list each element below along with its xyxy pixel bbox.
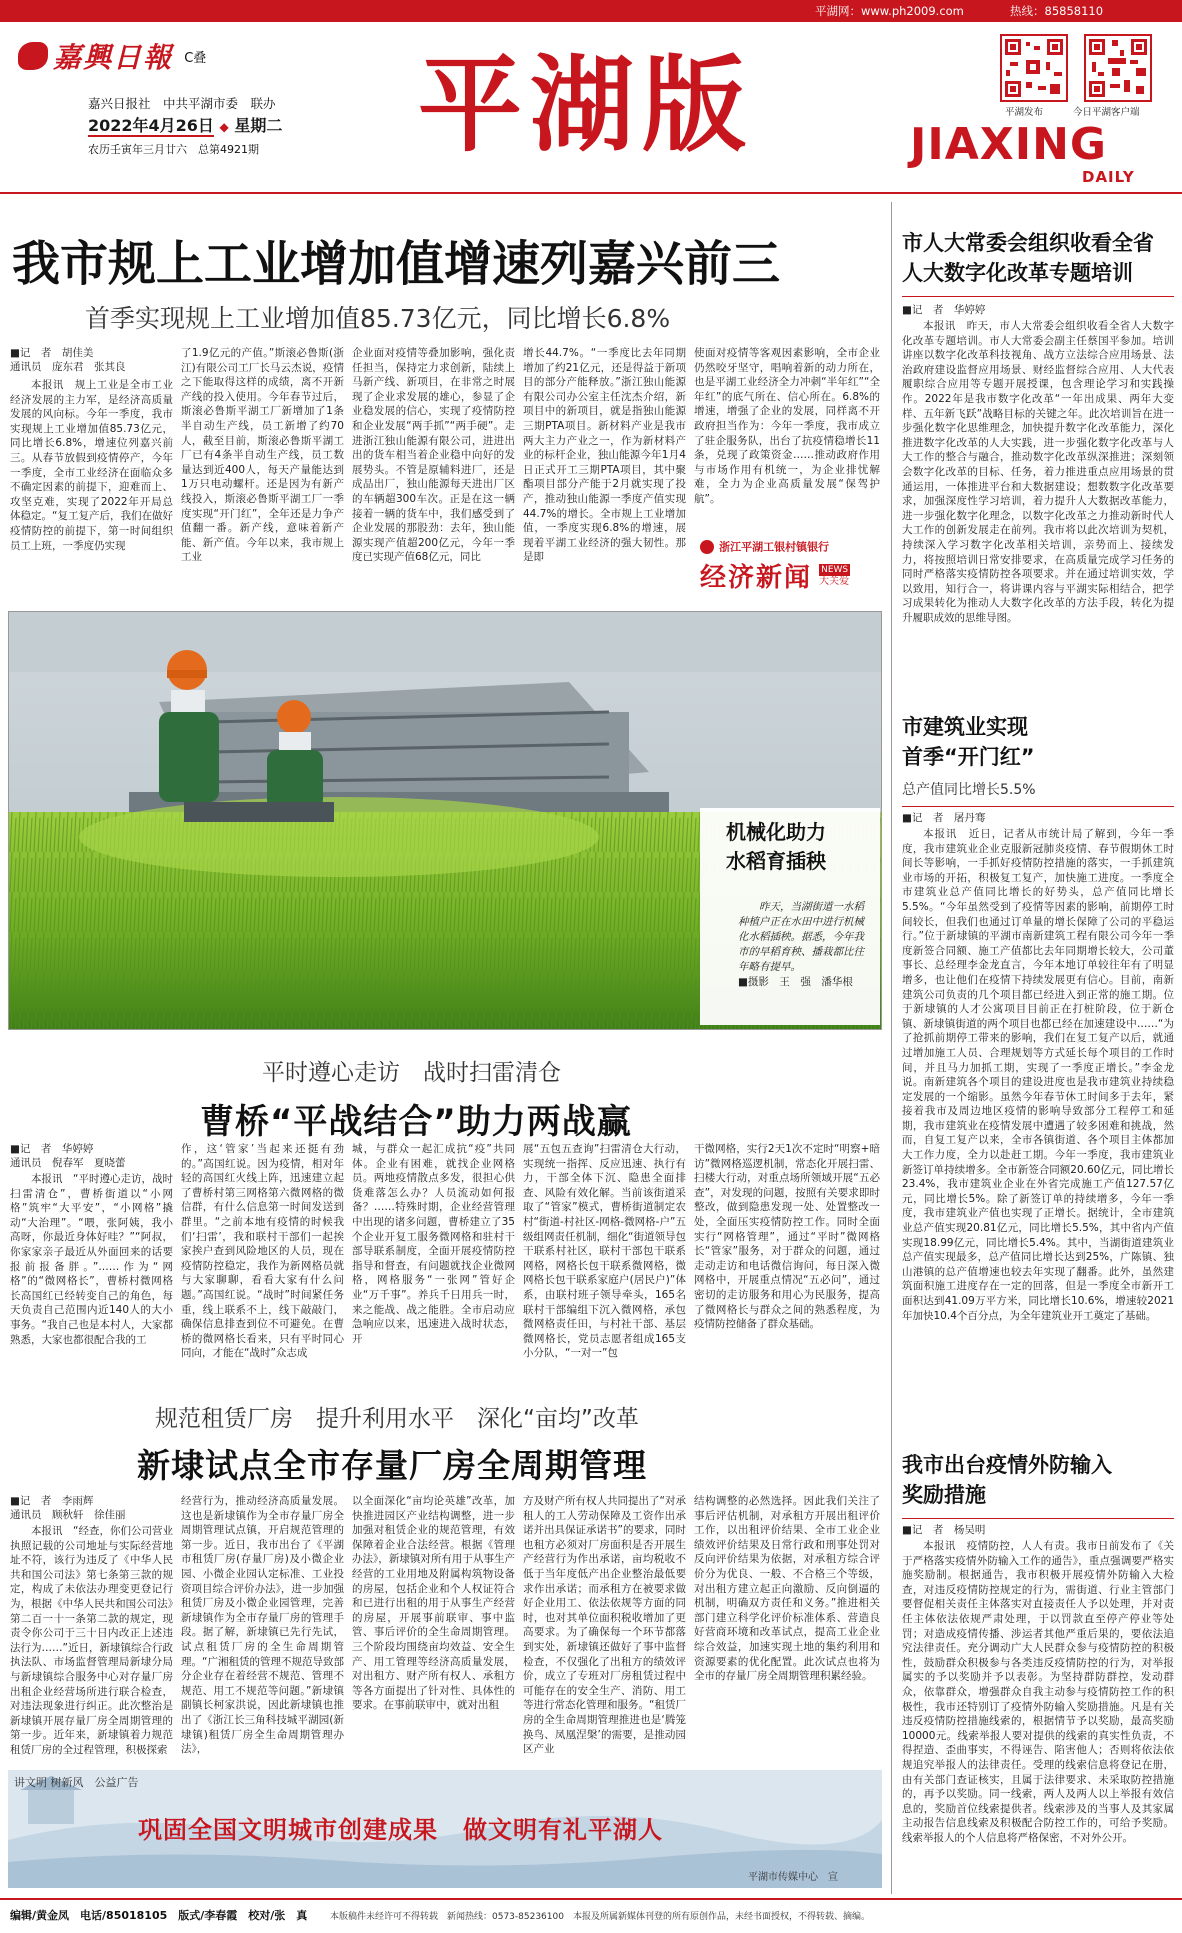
byline-reporter: ■记 者 华婷婷 [10,1143,94,1155]
bottom-rule [0,1898,1182,1900]
qr-code-pinghu-release[interactable] [1000,34,1068,102]
right2-body: 本报讯 近日，记者从市统计局了解到，今年一季度，我市建筑业企业克服新冠肺炎疫情、春节假期休工时间长等影响，一手抓好疫情防控措施的落实，一手抓建筑业市场的开拓，积极复工复产，加快施工进度。一季度全市建筑业总产值同比增长的好势头，总产值同比增长5.5%。“今年虽然受到了疫情等因素的影响，前期停工时间较长，但我们也通过订单量的增长保障了公司的平稳运行。”位于新埭镇的平湖市南新建筑工程有限公司今年一季度新签合同额、施工产值都比去年同期增长较大，公司董事长、总经理李金龙直言，今年本地订单较往年有了明显增多，也让他们在疫情下持续发展更有信心。目前，南新建筑公司负责的几个项目都已经进入到正常的施工期。位于新埭镇的人才公寓项目目前正在打桩阶段，位于新仓镇、新埭镇街道的两个项目也都已经在加速建设中……“为了抢抓前期停工带来的影响，我们在复工复产以后，就通过增加施工人员、合理规划等方式延长每个项目的工作时间，并且马力加抓工期，实现了一季度正增长。”李金龙说。南新建筑各个项目的建设进度也是我市建筑业持续稳定发展的一个缩影。虽然今年春节休工时间多于去年，紧接着我市及周边地区疫情的影响导致部分工程停工和延期，我市建筑业在疫情发展中遭遇了较多困难和挑战，然而，自复工复产以来，全市各镇街道、各个项目主体都加大工作力度，全力以赴赶工期。今年一季度，我市建筑业新签订单持续增多。全市新签合同额20.60亿元，同比增长23.4%，我市建筑业企业在外省完成施工产值127.57亿元，同比增长5%。除了新签订单的持续增多，今年一季度，我市建筑业产值也实现了正增长。据统计，全市建筑业总产值实现20.81亿元，同比增长5.5%，其中省内产值实现18.99亿元，同比增长5.4%。其中，当湖街道建筑业总产值实现最多，总产值同比增长达到25%，广陈镇、独山港镇的总产值增速也较去年实现了翻番。此外，虽然建筑面积施工进度存在一定的回落，但是一季度全市新开工面积达到41.09万平方米，同比增长10.6%，增速较2021年加快10.4个百分点，为全年建筑业开工奠定了基础。 [902,828,1174,1322]
website-label[interactable]: 平湖网：www.ph2009.com [815,4,964,18]
banner-tag [819,564,850,588]
banner-subtitle: 大关爱 [819,575,850,587]
story3-col-3: 以全面深化“亩均论英雄”改革，加快推进园区产业结构调整，进一步加强对租赁企业的规范管理，有效保障着企业合法经营。根据《管理办法》，新埭镇对所有用于从事生产经营的工业用地及附属构筑物设备的房屋，包括企业和个人权证符合和已进行出租的用于从事生产经营的房屋，开展事前联审、事中监管、事后评价的全生命周期管理。三个阶段均围绕亩均效益、安全生产、用工管理等经济高质量发展，对出租方、财产所有权人、承租方等各方面提出了针对性、具体性的要求。在事前联审中，就对出租 [352,1495,515,1712]
banner-title: 经济新闻 [700,563,813,593]
lead-col-5: 使面对疫情等客观因素影响，全市企业仍然咬牙坚守，唱响着新的动力所在，也是平湖工业经济全力冲刺“半年红”“全年红”的底气所在、信心所在。6.8%的增速，增强了企业的发展，同样离不开政府担当作为：今年一季度，我市成立了驻企服务队，出台了抗疫情稳增长11条，兑现了政策资金……推动政府作用与市场作用有机统一，为企业排忧解难，全力为企业高质量发展“保驾护航”。 [694,347,880,505]
right3-body: 本报讯 疫情防控，人人有责。我市日前发布了《关于严格落实疫情外防输入工作的通告》，重点强调要严格实施奖励制。根据通告，我市积极开展疫情外防输入大检查，对违反疫情防控规定的行为，需街道、行业主管部门要督促相关责任主体落实对直接责任人予以处理，并对责任主体依法依规严肃处理，于以罚款直至停产停业等处罚；对造成疫情传播、涉运者其他严重后果的，要依法追究法律责任。充分调动广大人民群众参与疫情防控的积极性，鼓励群众积极参与各类违反疫情防控的行为，对举报属实的予以奖励并予以表彰。为坚持群防群控，发动群众，依靠群众，增强群众自我主动参与疫情防控工作的积极性，我市还特别订了疫情外防输入奖励措施。凡是有关违反疫情防控措施线索的，根据情节予以奖励，最高奖励10000元。线索举报人要对提供的线索的真实性负责，不得捏造、歪曲事实，不得诬告、陷害他人；否则将依法依规追究举报人的法律责任。受理的线索信息将登记在册，由有关部门查证核实，且属于法律要求、未采取防控措施的，再予以奖励。同一线索，两人及两人以上举报有效信息的，奖励首位线索提供者。线索涉及的当事人及其家属主动报告信息线索及积极配合防控工作的，可给予奖励。线索举报人的个人信息将严格保密，不对外公开。 [902,1540,1174,1844]
lead-headline[interactable]: 我市规上工业增加值增速列嘉兴前三 [12,236,781,292]
right3-rule [902,1518,1174,1519]
qr-code-app[interactable] [1084,34,1152,102]
qr-pattern-icon [1002,36,1066,100]
hotline-label: 热线：85858110 [1010,4,1104,18]
editor-credits: 编辑/黄金凤 电话/85018105 版式/李春霞 校对/张 真 [10,1909,308,1922]
banner-news: NEWS [821,564,849,575]
right2-headline[interactable] [902,712,1174,772]
byline-reporter: ■记 者 胡佳美 [10,347,94,359]
right1-body: 本报讯 昨天，市人大常委会组织收看全省人大数字化改革专题培训。市人大常委会副主任蔡国平参加。培训讲座以数字化改革科技视角、战方立法综合应用场景、法治政府建设监督应用场景、财经监督综合应用、人大代表履职综合应用等专题开展授课，包含理论学习和实践操作。2022年是我市数字化改革“一年出成果、两年大变样、五年新飞跃”战略目标的关键之年。此次培训旨在进一步强化数字化思维理念，加快提升数字化改革能力，深化推进数字化改革的人大实践，进一步强化数字化改革与人大工作的整合与融合，推动数字化改革纵深推进；深刻领会数字化改革的目标、任务，着力推进重点应用场景的贯通运用，一体推进平台和大数据建设；想数数字化改革要求，加强深度性学习培训，着力提升人大数据改革能力，进一步强化数字化理念，以数字化改革之力推动新时代人大工作的创新发展走在前列。我市将以此次培训为契机，持续深入学习数字化改革相关培训，亲势而上、接续发力，将按照培训日常安排要求，在高质量完成学习任务的同时严格落实疫情防控各项要求。并在通过培训实效，学以致用，知行合一，将讲课内容与平湖实际相结合，把学习成果转化为推动人大数字化改革的方法手段，转化为提升履职成效的思维导图。 [902,320,1174,624]
story2-col-3: 城，与群众一起汇成抗“疫”共同体。企业有困难，就找企业网格员。两地疫情散点多发，很担心供货难落怎么办？人员流动如何报备？……特殊时期，企业经营管理中出现的诸多问题，曹桥建立了35个企业开复工服务微网格和驻村干部导联系制度，全面开展疫情防控指导和督查，有问题就找企业微网格，网格服务“一张网”管好企业“万千事”。养兵千日用兵一时，来之能战、战之能胜。全市启动应急响应以来，迅速进入战时状态，开 [352,1143,515,1345]
story2-col-1: 本报讯 “平时遵心走访，战时扫雷清仓”，曹桥街道以“小网格”筑牢“大平安”，“小网格”撬动“大治理”。“喂，张阿姨，我小高呀，你最近身体好哇？”“阿叔，你家家亲子最近从外面回来的话要报前报备胖。”……作为“网格”的“微网格长”，曹桥村微网格长高国红已经转变自己的角色，每天负责自己范围内近140人的大小事务。“我自己也是本村人，大家都熟悉，大家也都很配合我的工 [10,1173,173,1346]
story2-col-5: 干微网格，实行2天1次不定时“明察+暗访”微网格巡逻机制，常态化开展扫雷、扫楼大行动，对重点场所领域开展“五必查”，对发现的问题，按照有关要求即时整改，做到隐患发现一处、处置整改一处，全面压实疫情防控工作。同时全面实行“网格管理”，通过“平时”微网格长“管家”服务，对于群众的问题，通过走动走访和电话微信询问，每日深入微网格中，开展重点情况“五必问”，通过密切的走访服务和用心为民服务，提高了微网格长与群众之间的熟悉程度，为疫情防控储备了群众基础。 [694,1143,880,1331]
byline-correspondent: 通讯员 庞东君 张其良 [10,361,126,373]
right2-byline: ■记 者 屠丹骞 [902,812,986,824]
right3-headline-line1: 我市出台疫情外防输入 [902,1453,1112,1477]
lunar-date: 农历壬寅年三月廿六 总第4921期 [88,143,259,156]
qr2-label: 今日平湖客户端 [1073,107,1140,118]
column-divider [891,202,892,1894]
weekday-marker: ◆ [219,120,229,134]
story2-kicker: 平时遵心走访 战时扫雷清仓 [262,1060,561,1086]
issue-weekday: 星期二 [234,116,283,135]
story3-byline [10,1494,170,1522]
right2-headline-line1: 市建筑业实现 [902,715,1028,739]
byline-reporter: ■记 者 李雨辉 [10,1495,94,1507]
brand-jiaxing: JIAXING [910,119,1108,170]
byline-correspondent: 通讯员 倪春军 夏晓蕾 [10,1157,126,1169]
issue-date-row [88,113,282,136]
edition-title: 平湖版 [418,43,755,166]
right3-headline-line2: 奖励措施 [902,1483,986,1507]
bank-logo-icon [700,540,714,554]
photo-caption-box [700,808,880,1025]
story3-col-5: 结构调整的必然选择。因此我们关注了事后评估机制，对承租方开展出租评价工作，以出租评价结果、全市工业企业绩效评价结果及日常行政和刑事处罚对反向评价结果为依据，对承租方综合评价分为优良、一般、不合格三个等级，对出租方建立起正向激励、反向倒逼的机制，明确双方责任和义务。”推进相关部门建立科学化评价标准体系、营造良好营商环境和改革试点，提高工业企业综合效益，加速实现土地的集约利用和资源要素的优化配置。此次试点也将为全市的存量厂房全周期管理积累经验。 [694,1495,880,1683]
story2-col-2: 作，这‘管家’当起来还挺有劲的。”高国红说。因为疫情，相对年轻的高国红火线上阵，迅速建立起了曹桥村第三网格第六微网格的微信群，有什么信息第一时间发送到群里。“之前本地有疫情的时候我们‘扫雷’，我和联村干部们一起挨家挨户查到风险地区的人员，现在疫情防控稳定，我作为新网格员就与大家聊聊，看看大家有什么问题。”高国红说。“战时”时间紧任务重，线上联系不上，线下敲敲门，确保信息排查到位不可避免。在曹桥的微网格长看来，只有平时同心同向，才能在“战时”众志成 [181,1143,344,1360]
lead-subhead: 首季实现规上工业增加值85.73亿元，同比增长6.8% [85,304,671,333]
story3-kicker: 规范租赁厂房 提升利用水平 深化“亩均”改革 [155,1406,639,1432]
civilization-banner [8,1770,882,1888]
photo-caption-title-1: 机械化助力 [726,820,826,844]
paper-logo-text: 嘉興日報 [53,41,174,74]
brand-daily: DAILY [1082,168,1135,186]
copyright-notice: 本版稿件未经许可不得转载 新闻热线：0573-85236100 本报及所属新媒体刊登的所有原创作品，未经书面授权，不得转载、摘编。 [330,1912,870,1922]
lead-col-3: 企业面对疫情等叠加影响，强化责任担当，保持定力求创新，陆续上马新产线、新项目，在非常之时展现了企业求发展的雄心，参显了企业稳发展的信心，实现了疫情防控和企业发展“两手抓”“两手硬”。走进浙江独山能源有限公司，进进出出的货车相当着企业稳中向好的发展势头。不管是原辅料进厂，还是成品出厂，独山能源每天进出厂区的车辆超300车次。正是在这一辆接着一辆的货车中，我们感受到了企业发展的那股劲：去年，独山能源实现产值超200亿元，今年一季度已实现产值68亿元，同比 [352,347,515,564]
story3-col-1: 本报讯 “经查，你们公司营业执照记载的公司地址与实际经营地址不符，该行为违反了《中华人民共和国公司法》第七条第三款的规定，构成了未依法办理变更登记行为，根据《中华人民共和国公司法》第二百一十一条第二款的规定，现责令你公司于三十日内改正上述违法行为……”近日，新埭镇综合行政执法队、市场监督管理局新埭分局与新埭镇综合服务中心对存量厂房出租企业经营场所进行联合检查，对违法现象进行纠正。此次整治是新埭镇开展存量厂房全周期管理的第一步。近年来，新埭镇着力规范租赁厂房的全过程管理，积极探索 [10,1525,173,1756]
right1-headline-line1: 市人大常委会组织收看全省 [902,231,1154,255]
sponsor-name: 浙江平湖工银村镇银行 [719,540,830,554]
edition-code: C叠 [184,50,207,66]
story3-col-2: 经营行为，推动经济高质量发展。这也是新埭镇作为全市存量厂房全周期管理试点镇，开启规范管理的第一步。近日，我市出台了《平湖市租赁厂房(存量厂房)及小微企业园、小微企业园认定标准、工业投资项目综合评价办法》，进一步加强租赁厂房及小微企业园管理，完善新埭镇作为全市存量厂房的管理手段。据了解，新埭镇已先行先试，试点租赁厂房的全生命周期管理。“广湘租赁的管理不规范导致部分企业存在着经营不规范、管理不规范、用工不规范等问题。”新埭镇副镇长柯家洪说，因此新埭镇也推出了《浙江长三角科技城平湖园(新埭镇)租赁厂房全生命周期管理办法》， [181,1495,344,1756]
story3-col-4: 方及财产所有权人共同提出了“对承租人的工人劳动保障及工资作出承诺并出具保证承诺书”的要求，同时也租方必须对厂房面积是否开展生产经营行为作出承诺，亩均税收不低于当年度低产出企业整治最低要求作出承诺；而承租方在被要求做好企业用工、依法依规等方面的同时，也对其单位面积税收增加了更高要求。为了确保每一个环节都落到实处，新埭镇还做好了事中监督检查，不仅强化了出租方的绩效评价，成立了专班对厂房租赁过程中可能存在的安全生产、消防、用工等进行常态化管理和服务。“租赁厂房的全生命周期管理推进也是‘腾笼换鸟、凤凰涅槃’的需要，是推动园区产业 [523,1495,686,1756]
economy-news-banner [700,557,880,595]
right1-headline[interactable] [902,228,1174,288]
issue-date: 2022年4月26日 [88,116,214,135]
story2-headline[interactable]: 曹桥“平战结合”助力两战赢 [200,1102,632,1142]
photo-caption-title-2: 水稻育插秧 [726,849,826,873]
paper-logo-mark [18,42,48,70]
story2-byline [10,1142,170,1170]
right3-byline: ■记 者 杨吴明 [902,1524,986,1536]
lead-col-1: 本报讯 规上工业是全市工业经济发展的主力军，是经济高质量发展的风向标。今年一季度，我市实现规上工业增加值85.73亿元，同比增长6.8%，增速位列嘉兴前三。从春节放假到疫情停产，今年一季度，全市工业经济在面临众多不确定因素的前提下，迎难而上、攻坚克难，实现了2022年开局总体稳定。“复工复产后，我们在做好疫情防控的前提下，第一时间组织员工上班，一季度仍实现 [10,379,173,552]
lead-col-4: 增长44.7%。“一季度比去年同期增加了约21亿元，还是得益于新项目的部分产能释放。”浙江独山能源有限公司办公室主任沈杰介绍，新项目中的新项目，就是指独山能源三期PTA项目。新材料产业是我市两大主力产业之一，作为新材料产业的标杆企业，独山能源今年1月4日正式开工三期PTA项目，其中聚酯项目部分产能于2月就实现了投产，推动独山能源一季度产值实现44.7%的增长。全市规上工业增加值，一季度实现6.8%的增速，展现着平湖工业经济的强大韧性。那是即 [523,347,686,564]
right3-headline[interactable] [902,1450,1174,1510]
right2-subhead: 总产值同比增长5.5% [902,782,1036,798]
right1-rule [902,296,1174,297]
publishers: 嘉兴日报社 中共平湖市委 联办 [88,96,276,111]
lead-byline [10,346,160,374]
banner-slogan: 巩固全国文明城市创建成果 做文明有礼平湖人 [138,1816,663,1844]
qr-pattern-icon [1086,36,1150,100]
story2-col-4: 展“五包五查询”扫雷清仓大行动，实现统一指挥、反应迅速、执行有力，干部全体下沉、隐患全面排查、风险有效化解。当前该街道采取了“管家”模式，曹桥街道制定农村“街道-村社区-网格-微网格-户”五级组网责任机制，细化“街道领导包干联系村社区，联村干部包干联系网格，网格长包干联系微网格，微网格长包干联系家庭户(居民户)”体系，由联村班子领导牵头，165名联村干部编组下沉入微网格，承包微网格责任田，与村社干部、基层微网格长，党员志愿者组成165支小分队，“一对一”包 [523,1143,686,1360]
byline-correspondent: 通讯员 顾秋轩 徐佳丽 [10,1509,126,1521]
top-bar [0,0,1182,22]
right2-headline-line2: 首季“开门红” [902,745,1035,769]
right1-headline-line2: 人大数字化改革专题培训 [902,261,1133,285]
story3-headline[interactable]: 新埭试点全市存量厂房全周期管理 [137,1446,647,1485]
lead-col-2: 了1.9亿元的产值。”斯滚必鲁斯(浙江)有限公司工厂长马云杰说，疫情之下能取得这样的成绩，离不开新产线的投入使用。今年春节过后，斯滚必鲁斯平湖工厂新增加了1条半自动生产线，员工新增了约70人，截至目前，斯滚必鲁斯平湖工厂已有4条半自动生产线，员工数量达到近400人，每天产量能达到1万只电动螺杆。还是因为有新产线投入，斯滚必鲁斯平湖工厂一季度实现“开门红”，全年还是力争产值翻一番。新产线，意味着新产能、新产值。今年以来，我市规上工业 [181,347,344,564]
banner-label: 讲文明 树新风 公益广告 [14,1776,139,1789]
right2-rule [902,806,1174,807]
sponsor-row [700,536,829,555]
paper-logo [18,36,206,76]
banner-credit: 平湖市传媒中心 宣 [748,1872,838,1883]
right1-byline: ■记 者 华婷婷 [902,304,986,316]
photo-caption-text: 昨天，当湖街道一水稻种植户正在水田中进行机械化水稻插秧。据悉，今年我市的早稻育秧、播栽都比往年略有提早。 [738,901,864,973]
qr1-label: 平湖发布 [1005,107,1044,118]
masthead-rule [0,192,1182,194]
photo-credit: ■摄影 王 强 潘华根 [738,976,853,988]
